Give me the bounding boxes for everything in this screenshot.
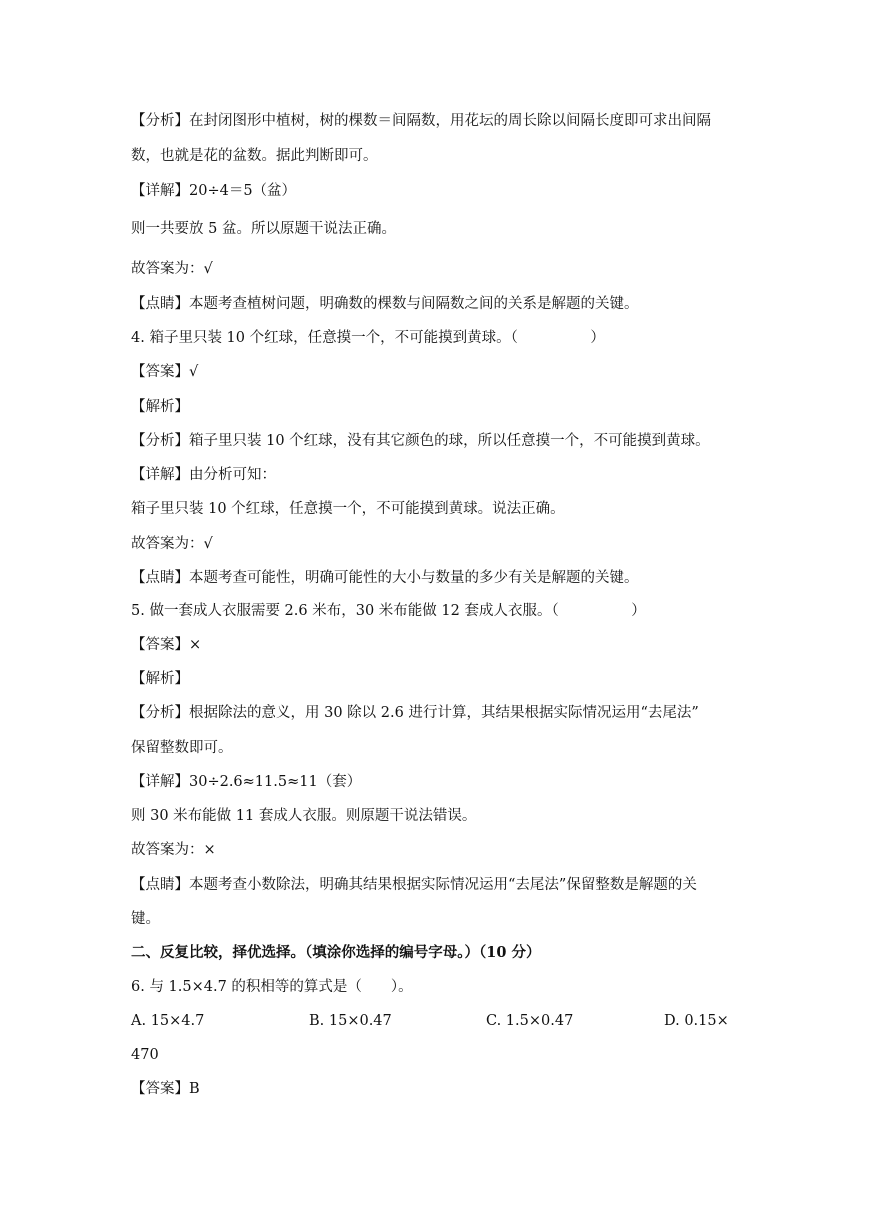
option-d: D. 0.15× (664, 1013, 729, 1029)
question-6: 6. 与 1.5×4.7 的积相等的算式是（ ）。 (131, 979, 413, 995)
section-heading: 二、反复比较，择优选择。（填涂你选择的编号字母。）（10 分） (131, 944, 541, 961)
explanation-line: 箱子里只装 10 个红球，任意摸一个，不可能摸到黄球。说法正确。 (131, 501, 565, 517)
answer-line: 【答案】B (131, 1081, 200, 1097)
explanation-line: 则 30 米布能做 11 套成人衣服。则原题干说法错误。 (131, 808, 477, 824)
key-point-line-cont: 键。 (131, 911, 160, 927)
option-c: C. 1.5×0.47 (486, 1013, 574, 1029)
analysis-line: 【分析】根据除法的意义，用 30 除以 2.6 进行计算，其结果根据实际情况运用“去尾法” (131, 705, 699, 721)
analysis-line-cont: 数，也就是花的盆数。据此判断即可。 (131, 148, 378, 164)
detail-line: 【详解】20÷4＝5（盆） (131, 183, 297, 199)
answer-is-line: 故答案为：√ (131, 536, 213, 552)
parse-heading: 【解析】 (131, 671, 189, 687)
analysis-line-cont: 保留整数即可。 (131, 740, 233, 756)
answer-is-line: 故答案为：× (131, 842, 216, 858)
option-b: B. 15×0.47 (309, 1013, 392, 1029)
analysis-line: 【分析】在封闭图形中植树，树的棵数＝间隔数，用花坛的周长除以间隔长度即可求出间隔 (131, 113, 711, 129)
key-point-line: 【点睛】本题考查可能性，明确可能性的大小与数量的多少有关是解题的关键。 (131, 570, 639, 586)
answer-is-line: 故答案为：√ (131, 261, 213, 277)
analysis-line: 【分析】箱子里只装 10 个红球，没有其它颜色的球，所以任意摸一个，不可能摸到黄球。 (131, 433, 710, 449)
question-5: 5. 做一套成人衣服需要 2.6 米布，30 米布能做 12 套成人衣服。（ ） (131, 603, 646, 619)
options-row (131, 1011, 749, 1031)
option-d-cont: 470 (131, 1047, 159, 1063)
explanation-line: 则一共要放 5 盆。所以原题干说法正确。 (131, 221, 396, 237)
detail-line: 【详解】由分析可知： (131, 467, 276, 483)
key-point-line: 【点睛】本题考查植树问题，明确数的棵数与间隔数之间的关系是解题的关键。 (131, 296, 639, 312)
parse-heading: 【解析】 (131, 399, 189, 415)
option-a: A. 15×4.7 (131, 1013, 205, 1029)
key-point-line: 【点睛】本题考查小数除法，明确其结果根据实际情况运用“去尾法”保留整数是解题的关 (131, 877, 697, 893)
detail-line: 【详解】30÷2.6≈11.5≈11（套） (131, 774, 362, 790)
answer-line: 【答案】× (131, 637, 202, 653)
answer-line: 【答案】√ (131, 364, 199, 380)
question-4: 4. 箱子里只装 10 个红球，任意摸一个，不可能摸到黄球。（ ） (131, 330, 605, 346)
